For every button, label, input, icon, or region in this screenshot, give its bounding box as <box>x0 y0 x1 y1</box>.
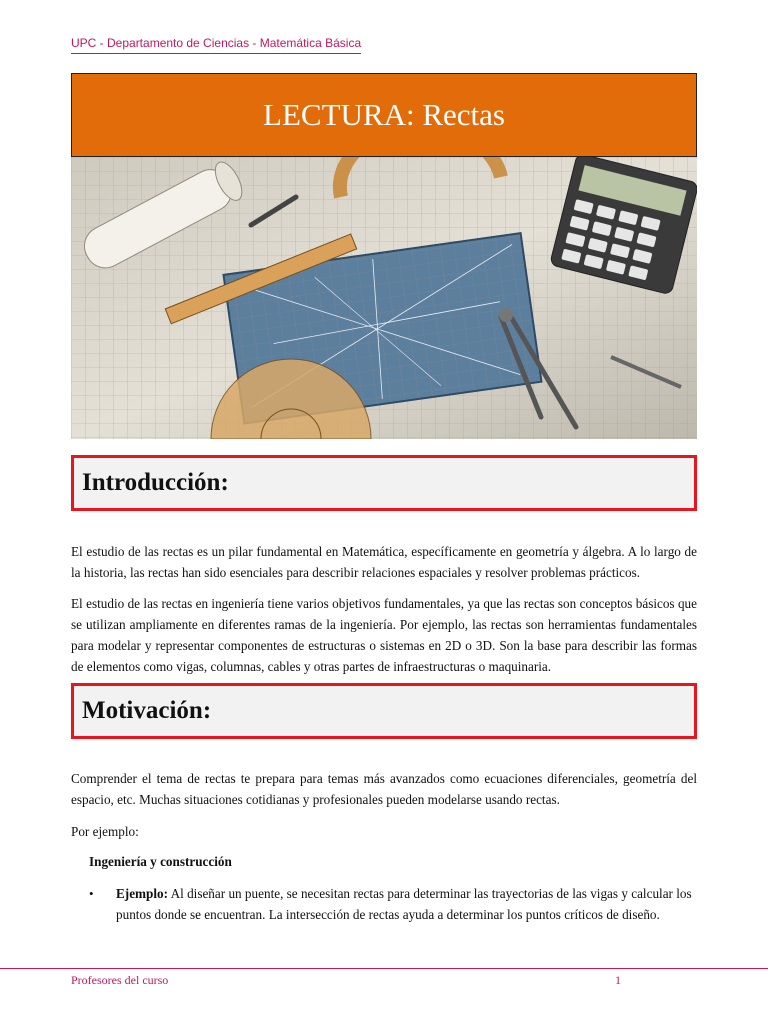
footer-authors: Profesores del curso <box>71 973 169 987</box>
motivation-paragraph-2: Por ejemplo: <box>71 824 139 839</box>
bullet-marker: • <box>89 886 94 901</box>
intro-heading: Introducción: <box>82 469 229 496</box>
title-banner <box>71 73 697 157</box>
bullet-label: Ejemplo: <box>116 886 169 901</box>
page-title: LECTURA: Rectas <box>263 97 505 132</box>
motivation-paragraph-1: Comprender el tema de rectas te prepara para temas más avanzados como ecuaciones diferenciales, geometría del espacio, etc. Muchas situaciones cotidianas y profesionales pueden modelarse usando rectas. <box>71 771 697 807</box>
bullet-text <box>116 883 697 925</box>
page-header: UPC - Departamento de Ciencias - Matemática Básica <box>71 36 361 54</box>
subheading-engineering: Ingeniería y construcción <box>89 854 232 869</box>
drafting-tools-illustration <box>71 157 697 439</box>
page-number: 1 <box>615 973 621 987</box>
motivation-heading-box <box>71 683 697 739</box>
intro-heading-box <box>71 455 697 511</box>
motivation-heading: Motivación: <box>82 697 212 724</box>
footer-divider <box>0 968 768 969</box>
intro-paragraph-2: El estudio de las rectas en ingeniería tiene varios objetivos fundamentales, ya que las rectas son conceptos básicos que se utilizan ampliamente en diferentes ramas de la ingeniería. Por ejemplo, las rectas son herramientas fundamentales para modelar y representar componentes de estructuras o sistemas en 2D o 3D. Son la base para describir las formas de elementos como vigas, columnas, cables y otras partes de infraestructuras o maquinaria. <box>71 596 697 674</box>
intro-paragraph-1: El estudio de las rectas es un pilar fundamental en Matemática, específicamente en geometría y álgebra. A lo largo de la historia, las rectas han sido esenciales para describir relaciones espaciales y resolver problemas prácticos. <box>71 544 697 580</box>
bullet-body: Al diseñar un puente, se necesitan rectas para determinar las trayectorias de las vigas y calcular los puntos donde se encuentran. La intersección de rectas ayuda a determinar los puntos críticos de diseño. <box>116 886 692 922</box>
